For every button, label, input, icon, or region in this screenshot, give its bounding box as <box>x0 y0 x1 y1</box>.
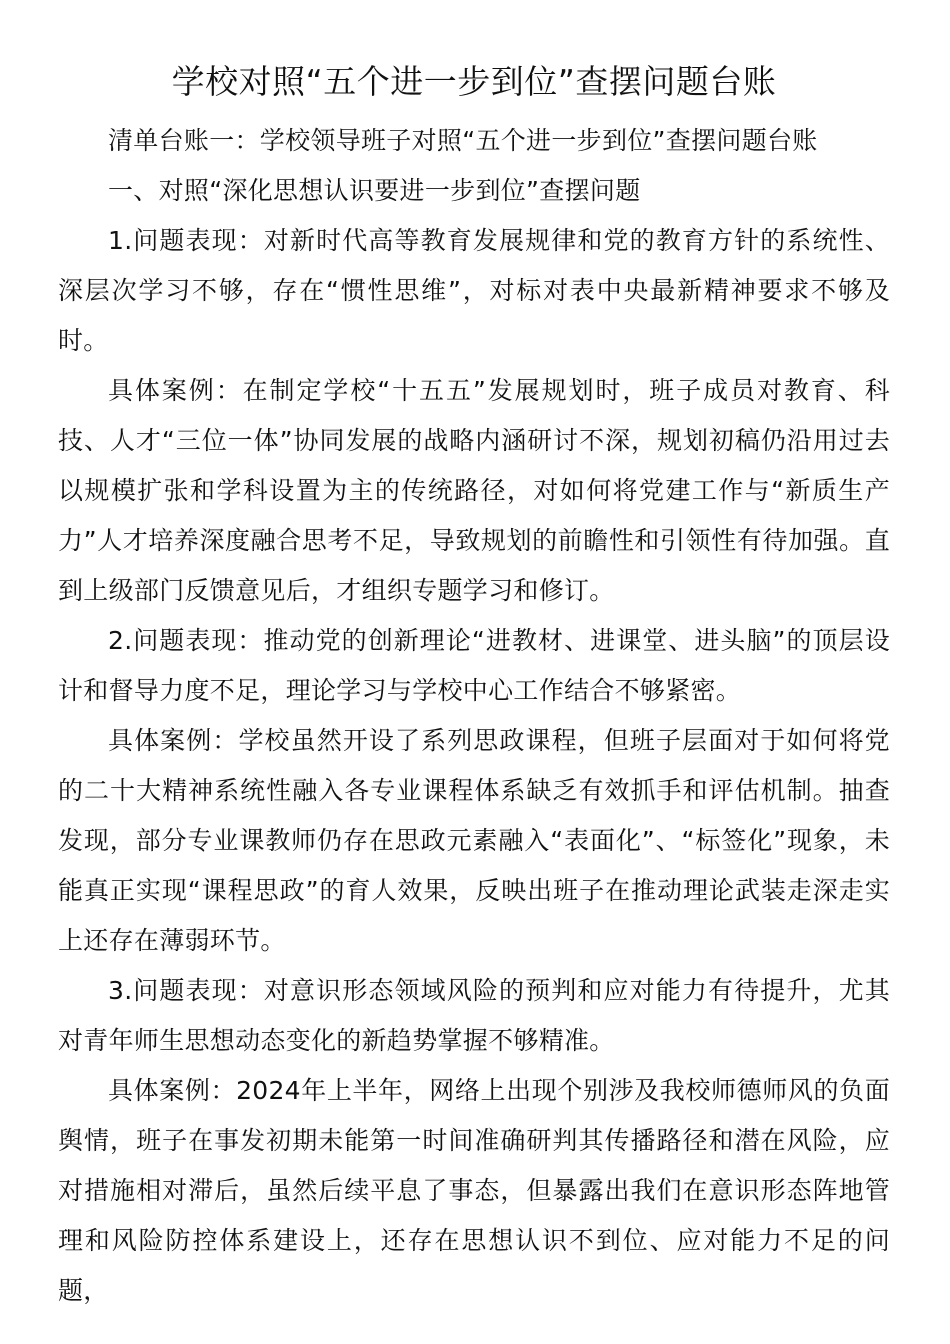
issue-3-paragraph: 3.问题表现：对意识形态领域风险的预判和应对能力有待提升，尤其对青年师生思想动态变化的新趋势掌握不够精准。 <box>58 976 890 1055</box>
subtitle-paragraph: 清单台账一：学校领导班子对照“五个进一步到位”查摆问题台账 <box>108 126 818 155</box>
section-heading: 一、对照“深化思想认识要进一步到位”查摆问题 <box>108 176 641 205</box>
case-3-paragraph: 具体案例：2024年上半年，网络上出现个别涉及我校师德师风的负面舆情，班子在事发初期未能第一时间准确研判其传播路径和潜在风险，应对措施相对滞后，虽然后续平息了事态，但暴露出我们在意识形态阵地管理和风险防控体系建设上，还存在思想认识不到位、应对能力不足的问题， <box>58 1076 890 1305</box>
document-title: 学校对照“五个进一步到位”查摆问题台账 <box>171 62 777 101</box>
issue-2-paragraph: 2.问题表现：推动党的创新理论“进教材、进课堂、进头脑”的顶层设计和督导力度不足，理论学习与学校中心工作结合不够紧密。 <box>58 626 890 705</box>
issue-1-paragraph: 1.问题表现：对新时代高等教育发展规律和党的教育方针的系统性、深层次学习不够，存在“惯性思维”，对标对表中央最新精神要求不够及时。 <box>58 226 890 355</box>
case-1-paragraph: 具体案例：在制定学校“十五五”发展规划时，班子成员对教育、科技、人才“三位一体”协同发展的战略内涵研讨不深，规划初稿仍沿用过去以规模扩张和学科设置为主的传统路径，对如何将党建工作与“新质生产力”人才培养深度融合思考不足，导致规划的前瞻性和引领性有待加强。直到上级部门反馈意见后，才组织专题学习和修订。 <box>58 376 890 605</box>
case-2-paragraph: 具体案例：学校虽然开设了系列思政课程，但班子层面对于如何将党的二十大精神系统性融入各专业课程体系缺乏有效抓手和评估机制。抽查发现，部分专业课教师仍存在思政元素融入“表面化”、“标签化”现象，未能真正实现“课程思政”的育人效果，反映出班子在推动理论武装走深走实上还存在薄弱环节。 <box>58 726 890 955</box>
